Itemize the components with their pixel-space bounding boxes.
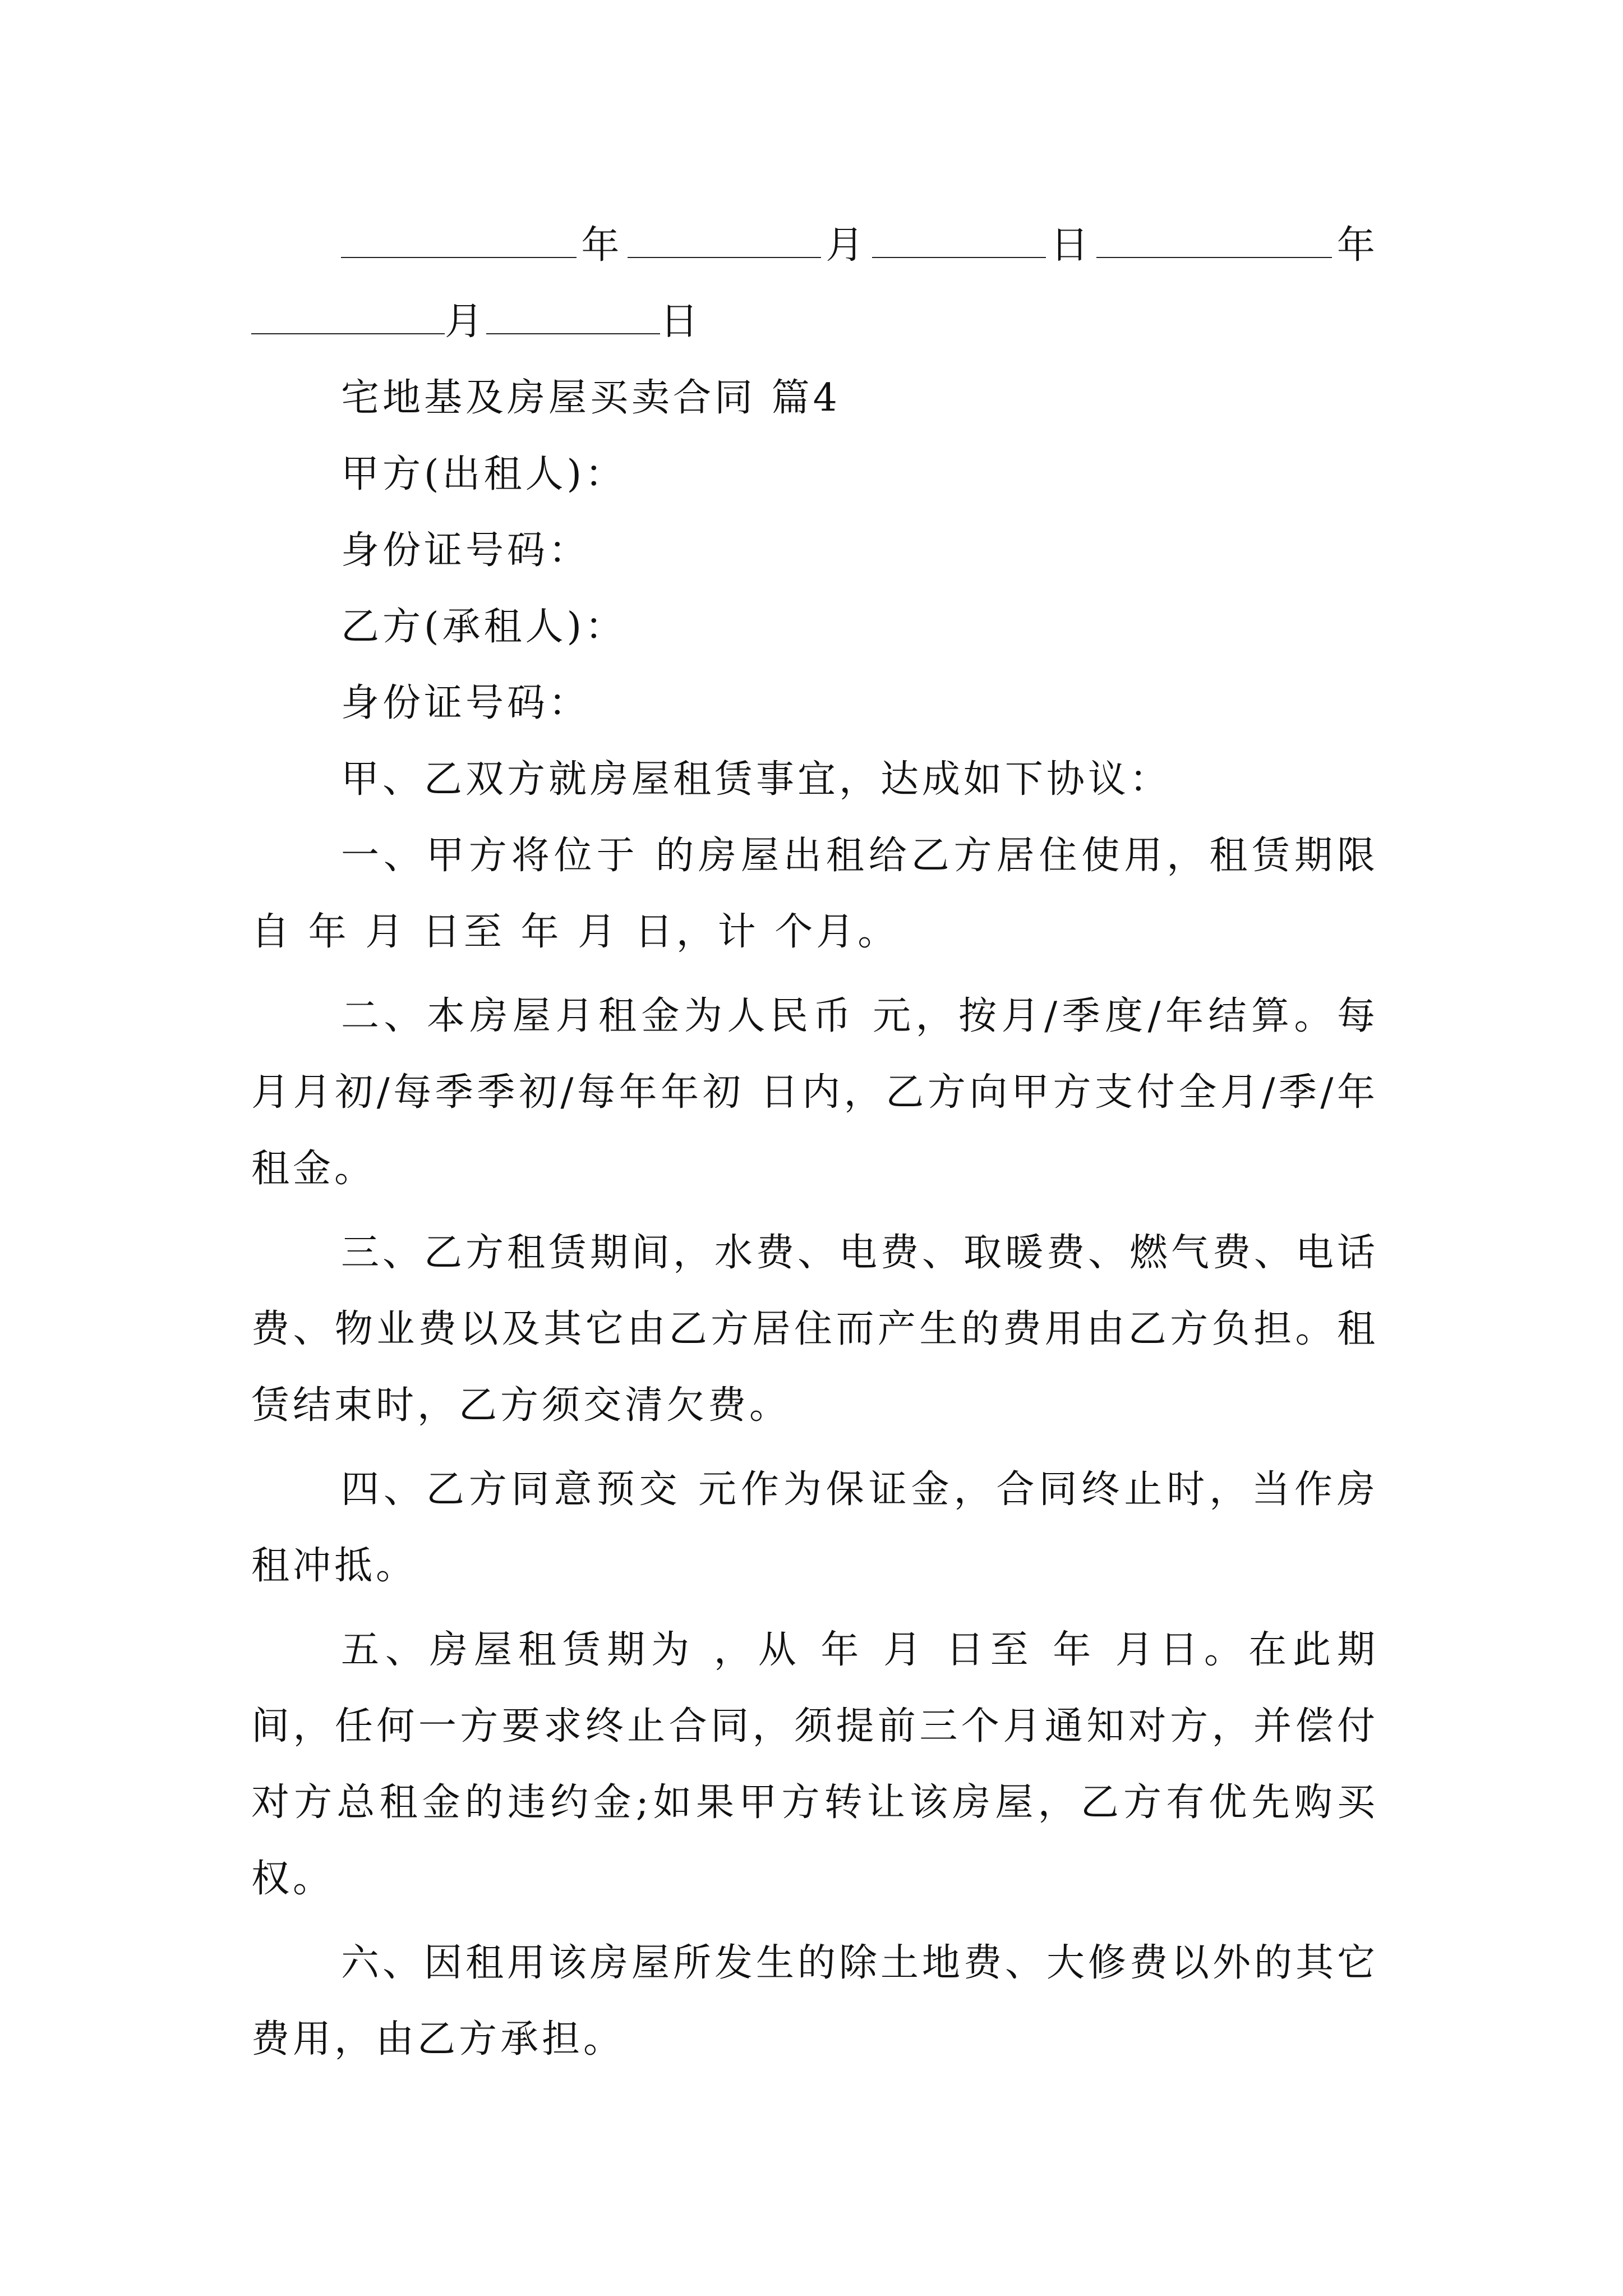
year-label: 年: [581, 223, 623, 268]
clause-3: 三、乙方租赁期间，水费、电费、取暖费、燃气费、电话费、物业费以及其它由乙方居住而产生的费用由乙方负担。租赁结束时，乙方须交清欠费。: [251, 1231, 1379, 1428]
party-b-label: 乙方(承租人)：: [341, 605, 627, 649]
party-a-id-label: 身份证号码：: [341, 528, 591, 573]
clause-6: 六、因租用该房屋所发生的除土地费、大修费以外的其它费用，由乙方承担。: [251, 1941, 1379, 2062]
blank-line: [486, 294, 660, 334]
blank-line: [628, 218, 821, 258]
day-label: 日: [1050, 223, 1092, 268]
clause-2: 二、本房屋月租金为人民币 元，按月/季度/年结算。每月月初/每季季初/每年年初 日内，乙方向甲方支付全月/季/年租金。: [251, 994, 1378, 1191]
document-body: [251, 208, 1378, 2078]
clause-5: 五、房屋租赁期为 ，从 年 月 日至 年 月日。在此期间，任何一方要求终止合同，须提前三个月通知对方，并偿付对方总租金的违约金;如果甲方转让该房屋，乙方有优先购买权。: [251, 1628, 1378, 1901]
year-label: 年: [1336, 223, 1378, 268]
date-row-2: [251, 284, 1378, 360]
blank-line: [251, 294, 445, 334]
agreement-intro: 甲、乙双方就房屋租赁事宜，达成如下协议：: [341, 757, 1172, 802]
blank-line: [341, 218, 577, 258]
party-a-label: 甲方(出租人)：: [341, 452, 627, 496]
day-label: 日: [660, 300, 702, 344]
date-row-1: [251, 208, 1378, 284]
blank-line: [1096, 218, 1332, 258]
month-label: 月: [826, 223, 868, 268]
party-b-id-label: 身份证号码：: [341, 681, 591, 725]
clause-4: 四、乙方同意预交 元作为保证金，合同终止时，当作房租冲抵。: [251, 1467, 1378, 1588]
blank-line: [872, 218, 1046, 258]
section-heading: 宅地基及房屋买卖合同 篇4: [341, 376, 841, 420]
clause-1: 一、甲方将位于 的房屋出租给乙方居住使用，租赁期限自 年 月 日至 年 月 日，计 个月。: [251, 834, 1378, 954]
month-label: 月: [445, 300, 487, 344]
